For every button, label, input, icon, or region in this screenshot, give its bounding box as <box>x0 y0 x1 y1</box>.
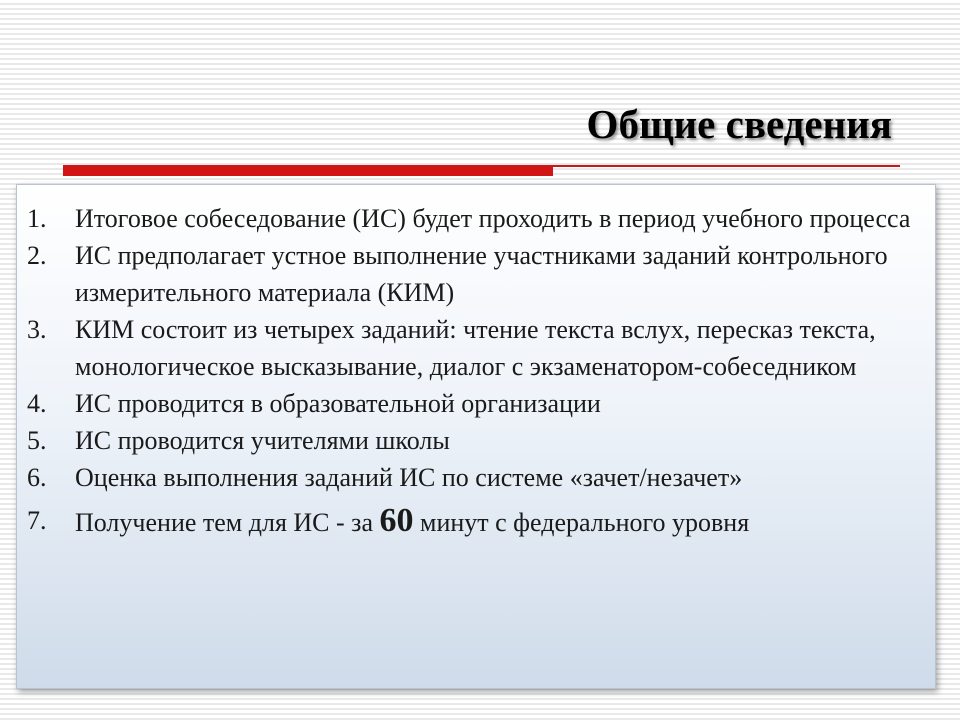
list-item <box>27 237 927 311</box>
list-item-number: 1. <box>27 204 47 233</box>
title-accent-bar <box>63 166 553 176</box>
list-item <box>27 311 927 385</box>
list-item-number: 2. <box>27 241 47 270</box>
list-item-text: Итоговое собеседование (ИС) будет проходить в период учебного процесса <box>75 204 911 233</box>
list-item-text: ИС проводится в образовательной организации <box>75 389 601 418</box>
list-item-number: 5. <box>27 426 47 455</box>
list-item-number: 4. <box>27 389 47 418</box>
list-item-text-after: минут с федерального уровня <box>413 508 750 537</box>
list-item-text-before: Получение тем для ИС - за <box>75 508 380 537</box>
list-item <box>27 385 927 422</box>
list-item <box>27 422 927 459</box>
list-item <box>27 459 927 496</box>
list-item <box>27 200 927 237</box>
minutes-highlight: 60 <box>379 502 414 539</box>
info-list <box>27 200 927 541</box>
list-item-text: Оценка выполнения заданий ИС по системе «зачет/незачет» <box>75 463 743 492</box>
slide-title: Общие сведения <box>586 101 892 147</box>
list-item-topics <box>27 502 927 541</box>
list-item-text: ИС проводится учителями школы <box>75 426 450 455</box>
list-item-text: ИС предполагает устное выполнение участниками заданий контрольного измерительного материала (КИМ) <box>75 241 888 307</box>
list-item-number: 6. <box>27 463 47 492</box>
list-item-text: КИМ состоит из четырех заданий: чтение текста вслух, пересказ текста, монологическое высказывание, диалог с экзаменатором-собеседником <box>75 315 876 381</box>
content-box <box>16 184 936 689</box>
list-item-number: 3. <box>27 315 47 344</box>
list-item-number: 7. <box>27 506 47 535</box>
